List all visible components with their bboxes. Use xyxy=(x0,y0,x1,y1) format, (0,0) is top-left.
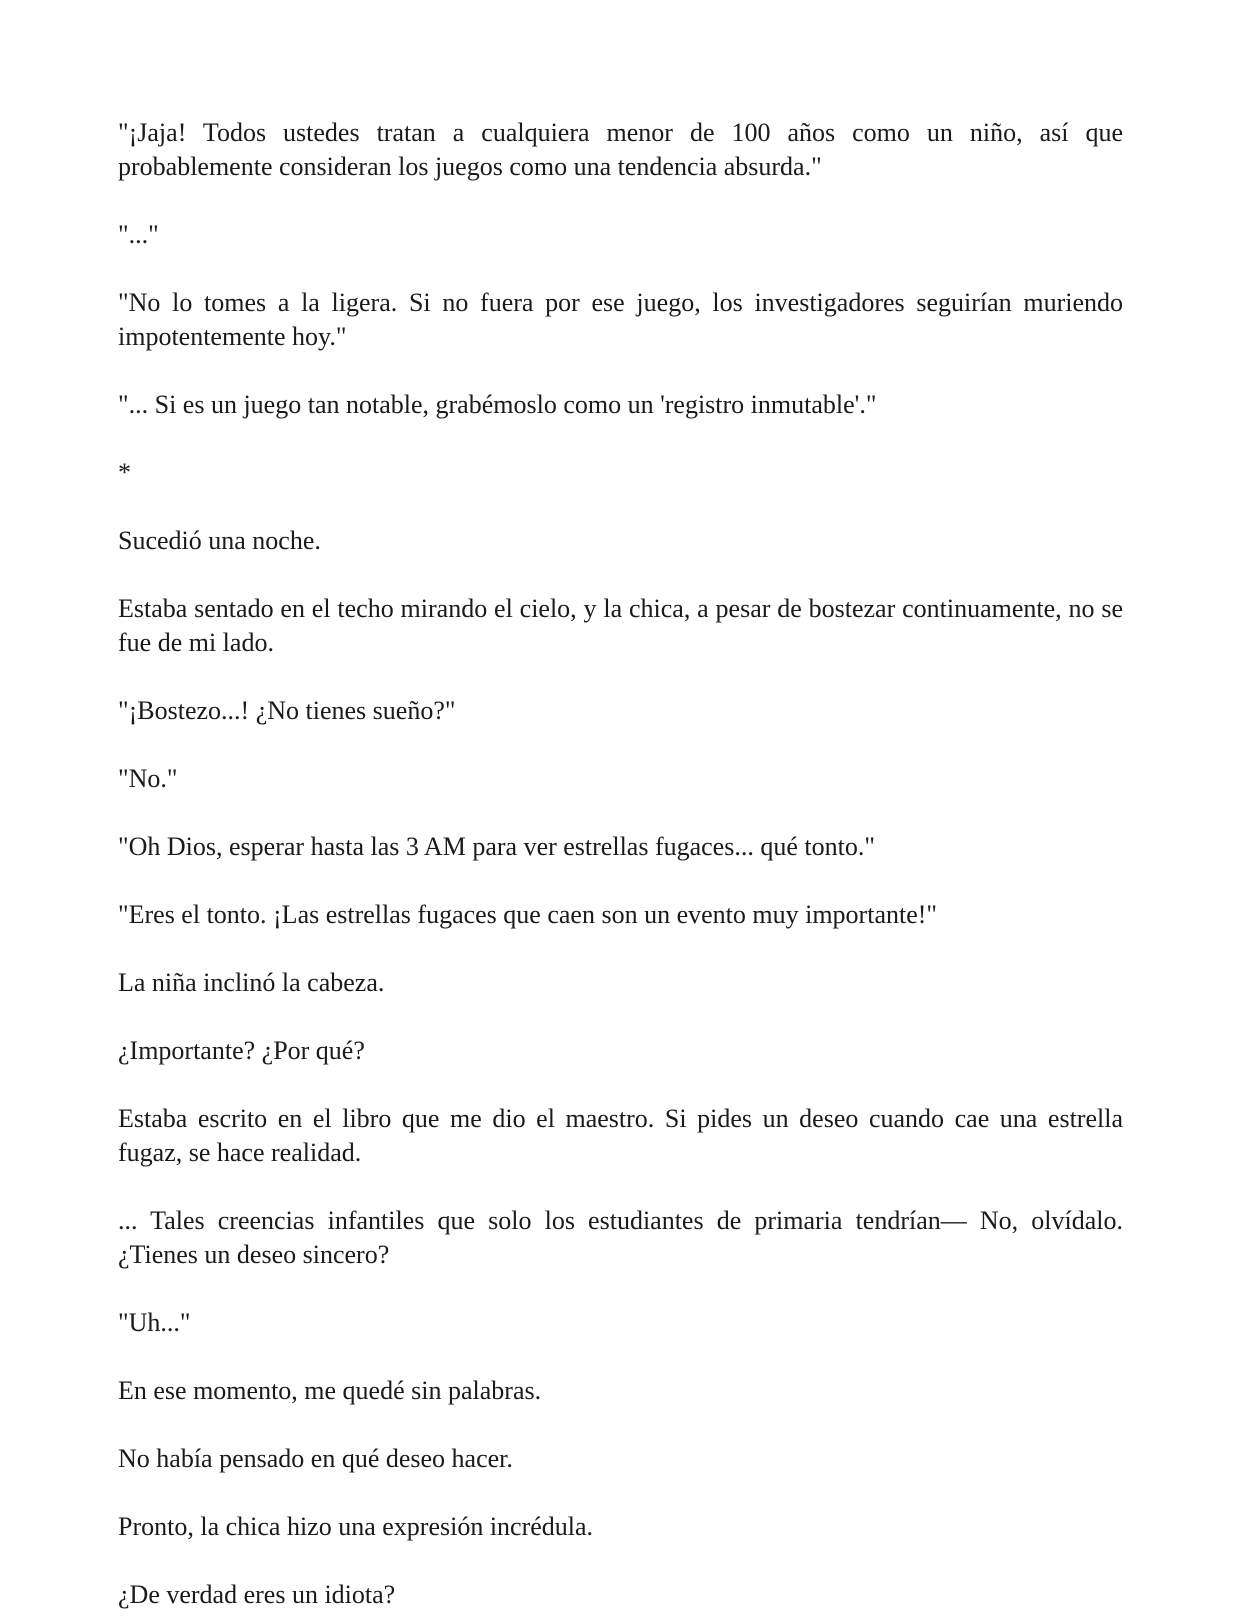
paragraph-19: Pronto, la chica hizo una expresión incrédula. xyxy=(118,1512,594,1541)
scene-break: * xyxy=(118,458,131,487)
paragraph-12: La niña inclinó la cabeza. xyxy=(118,968,385,997)
paragraph-13: ¿Importante? ¿Por qué? xyxy=(118,1036,365,1065)
paragraph-2: "..." xyxy=(118,220,159,249)
paragraph-20: ¿De verdad eres un idiota? xyxy=(118,1580,396,1609)
paragraph-10: "Oh Dios, esperar hasta las 3 AM para ver estrellas fugaces... qué tonto." xyxy=(118,832,875,861)
paragraph-6: Sucedió una noche. xyxy=(118,526,321,555)
paragraph-9: "No." xyxy=(118,764,178,793)
paragraph-14: Estaba escrito en el libro que me dio el maestro. Si pides un deseo cuando cae una estrella fugaz, se hace realidad. xyxy=(118,1104,1123,1167)
paragraph-11: "Eres el tonto. ¡Las estrellas fugaces que caen son un evento muy importante!" xyxy=(118,900,938,929)
paragraph-16: "Uh..." xyxy=(118,1308,191,1337)
paragraph-15: ... Tales creencias infantiles que solo los estudiantes de primaria tendrían— No, olvídalo. ¿Tienes un deseo sincero? xyxy=(118,1206,1123,1269)
paragraph-7: Estaba sentado en el techo mirando el cielo, y la chica, a pesar de bostezar continuamente, no se fue de mi lado. xyxy=(118,594,1123,657)
paragraph-17: En ese momento, me quedé sin palabras. xyxy=(118,1376,542,1405)
paragraph-8: "¡Bostezo...! ¿No tienes sueño?" xyxy=(118,696,456,725)
paragraph-18: No había pensado en qué deseo hacer. xyxy=(118,1444,513,1473)
paragraph-4: "... Si es un juego tan notable, grabémoslo como un 'registro inmutable'." xyxy=(118,390,877,419)
paragraph-1: "¡Jaja! Todos ustedes tratan a cualquiera menor de 100 años como un niño, así que probablemente consideran los juegos como una tendencia absurda." xyxy=(118,118,1123,181)
body-text xyxy=(118,116,1123,1617)
paragraph-3: "No lo tomes a la ligera. Si no fuera por ese juego, los investigadores seguirían muriendo impotentemente hoy." xyxy=(118,288,1123,351)
